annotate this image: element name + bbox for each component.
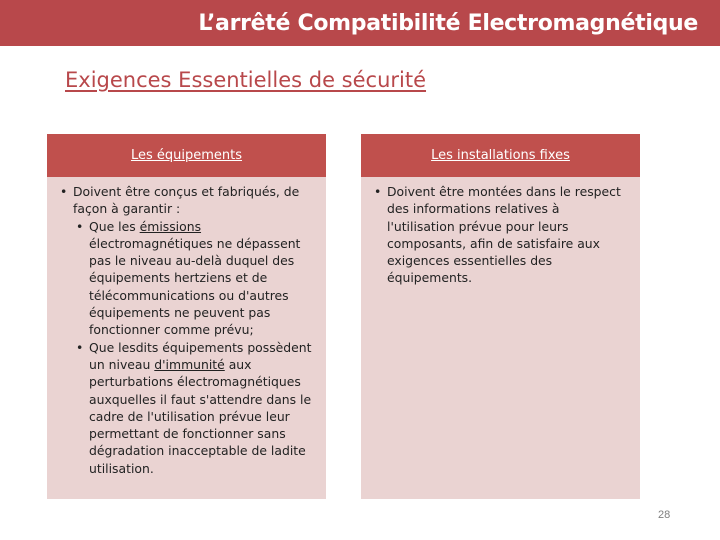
column-header-equipements: Les équipements (47, 134, 326, 177)
column-equipements (47, 134, 326, 499)
column-body-installations (361, 177, 640, 287)
slide-title: L’arrêté Compatibilité Electromagnétique (198, 10, 698, 36)
column-header-installations: Les installations fixes (361, 134, 640, 177)
emphasis-emissions: émissions (139, 218, 202, 234)
sub-bullet-text: aux perturbations électromagnétiques auxquelles il faut s'attendre dans le cadre de l'utilisation prévue leur permettant de fonctionner sans dégradation inacceptable de ladite utilisation. (89, 356, 312, 476)
sub-bullet-text: électromagnétiques ne dépassent pas le niveau au-delà duquel des équipements hertziens et de télécommunications ou d'autres équipements ne peuvent pas fonctionner comme prévu; (89, 235, 301, 338)
title-bar (0, 0, 720, 46)
sub-bullet-immunite (72, 339, 316, 477)
sub-bullet-emissions (72, 218, 316, 339)
page-number: 28 (658, 509, 671, 521)
column-body-equipements (47, 177, 326, 477)
sub-bullet-text: Que lesdits équipements possèdent un niveau (89, 339, 312, 372)
slide-subtitle: Exigences Essentielles de sécurité (65, 68, 427, 92)
emphasis-immunite: d'immunité (154, 356, 225, 372)
column-installations (361, 134, 640, 499)
bullet-item: • Doivent être montées dans le respect des informations relatives à l'utilisation prévue pour leurs composants, afin de satisfaire aux exigences essentielles des équipements. (371, 183, 630, 287)
sub-bullet-text: Que les (89, 218, 140, 234)
bullet-item: • Doivent être conçus et fabriqués, de façon à garantir : (57, 183, 316, 218)
